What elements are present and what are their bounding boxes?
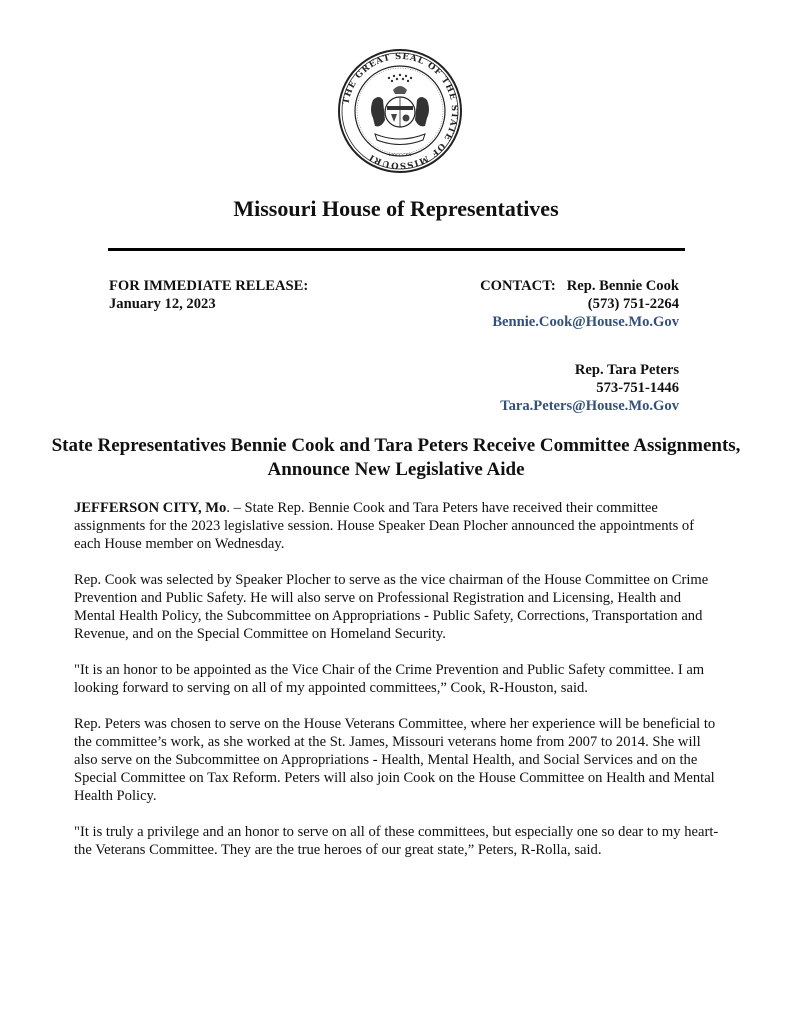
press-release-headline: State Representatives Bennie Cook and Tara Peters Receive Committee Assignments, Announce New Legislative Aide: [51, 435, 741, 480]
contact-name: Rep. Tara Peters: [574, 362, 679, 378]
dateline: JEFFERSON CITY, Mo: [74, 500, 227, 516]
contact-label: CONTACT:: [480, 278, 556, 294]
svg-text:MDCCCXX: MDCCCXX: [388, 152, 412, 157]
contact-name: Rep. Bennie Cook: [566, 278, 679, 294]
press-release-body: [74, 499, 724, 877]
body-paragraph: Rep. Cook was selected by Speaker Plocher to serve as the vice chairman of the House Committee on Crime Prevention and Public Safety. He will also serve on Professional Registration and Licensing, Health and Mental Health Policy, the Subcommittee on Appropriations - Public Safety, Corrections, Transportation and Revenue, and on the Special Committee on Homeland Security.: [74, 572, 709, 642]
contact-email-link[interactable]: Tara.Peters@House.Mo.Gov: [500, 398, 679, 414]
contact-line: [480, 277, 679, 295]
contact-block: [480, 277, 679, 415]
release-date: January 12, 2023: [109, 296, 216, 312]
contact-email-link[interactable]: Bennie.Cook@House.Mo.Gov: [492, 314, 679, 330]
title-divider: [108, 248, 685, 251]
contact-phone: 573-751-1446: [596, 380, 679, 396]
page-title: Missouri House of Representatives: [233, 196, 559, 221]
body-paragraph: "It is truly a privilege and an honor to serve on all of these committees, but especially one so dear to my heart- the Veterans Committee. They are the true heroes of our great state,” Peters, R-Rolla, said.: [74, 824, 719, 858]
release-label: FOR IMMEDIATE RELEASE:: [109, 278, 309, 294]
missouri-state-seal: [337, 48, 463, 174]
body-paragraph: JEFFERSON CITY, Mo. – State Rep. Bennie Cook and Tara Peters have received their committee assignments for the 2023 legislative session. House Speaker Dean Plocher announced the appointments of each House member on Wednesday.: [74, 500, 695, 552]
body-paragraph: "It is an honor to be appointed as the Vice Chair of the Crime Prevention and Public Safety committee. I am looking forward to serving on all of my appointed committees,” Cook, R-Houston, said.: [74, 662, 705, 696]
svg-text:THE GREAT SEAL OF THE STATE OF: THE GREAT SEAL OF THE STATE OF MISSOURI: [341, 51, 460, 171]
release-block: [109, 277, 308, 313]
body-paragraph: Rep. Peters was chosen to serve on the House Veterans Committee, where her experience will be beneficial to the committee’s work, as she worked at the St. James, Missouri veterans home from 2007 to 2014. She will also serve on the Subcommittee on Appropriations - Health, Mental Health, and Social Services and on the Special Committee on Tax Reform. Peters will also join Cook on the House Committee on Health and Mental Health Policy.: [74, 716, 716, 804]
contact-phone: (573) 751-2264: [587, 296, 679, 312]
